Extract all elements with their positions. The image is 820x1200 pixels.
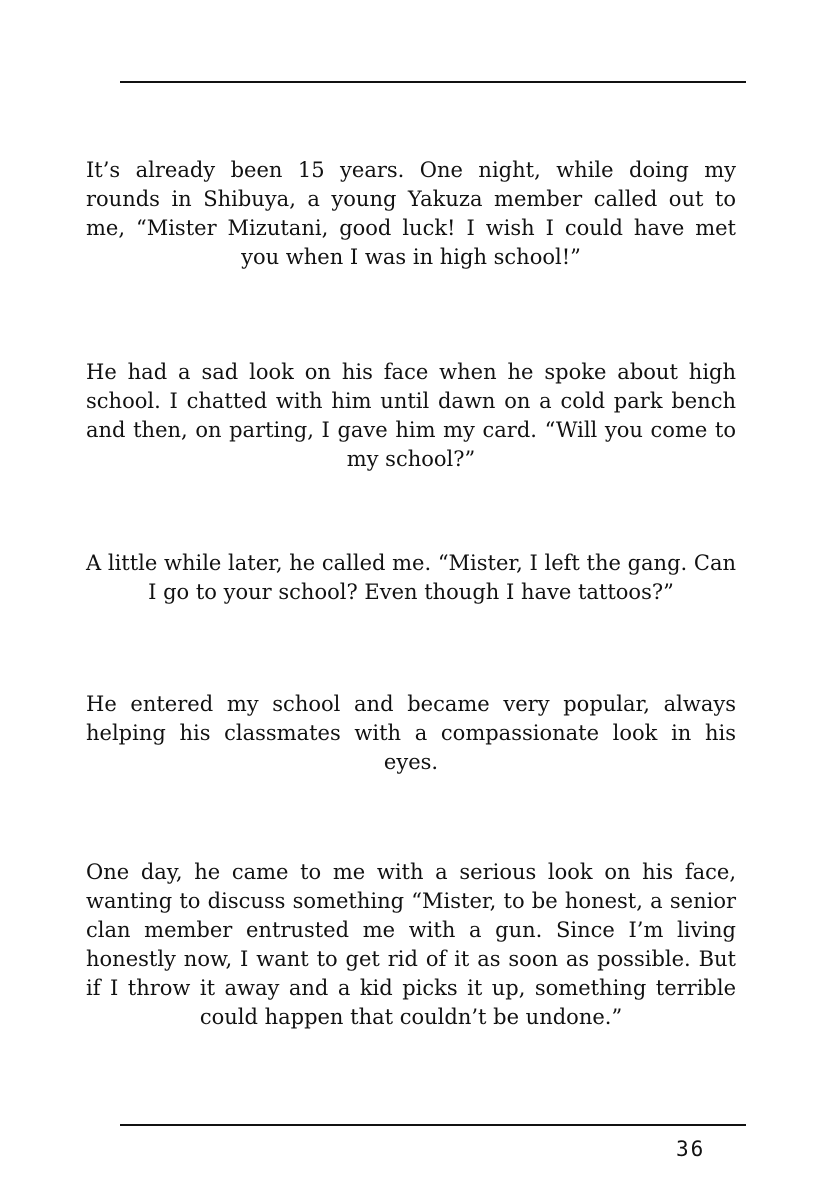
paragraph-3: A little while later, he called me. “Mister, I left the gang. Can I go to your school? Even though I have tattoos?” xyxy=(86,551,736,604)
paragraph-5: One day, he came to me with a serious look on his face, wanting to discuss something “Mister, to be honest, a senior clan member entrusted me with a gun. Since I’m living honestly now, I want to get rid of it as soon as possible. But if I throw it away and a kid picks it up, something terrible could happen that couldn’t be undone.” xyxy=(86,860,736,1029)
paragraph-2: He had a sad look on his face when he spoke about high school. I chatted with him until dawn on a cold park bench and then, on parting, I gave him my card. “Will you come to my school?” xyxy=(86,360,736,471)
bottom-rule xyxy=(120,1124,746,1126)
page-number: 36 xyxy=(676,1137,706,1161)
paragraph-4: He entered my school and became very popular, always helping his classmates with a compassionate look in his eyes. xyxy=(86,692,736,774)
paragraph-1: It’s already been 15 years. One night, while doing my rounds in Shibuya, a young Yakuza member called out to me, “Mister Mizutani, good luck! I wish I could have met you when I was in high school!” xyxy=(86,158,736,269)
top-rule xyxy=(120,81,746,83)
